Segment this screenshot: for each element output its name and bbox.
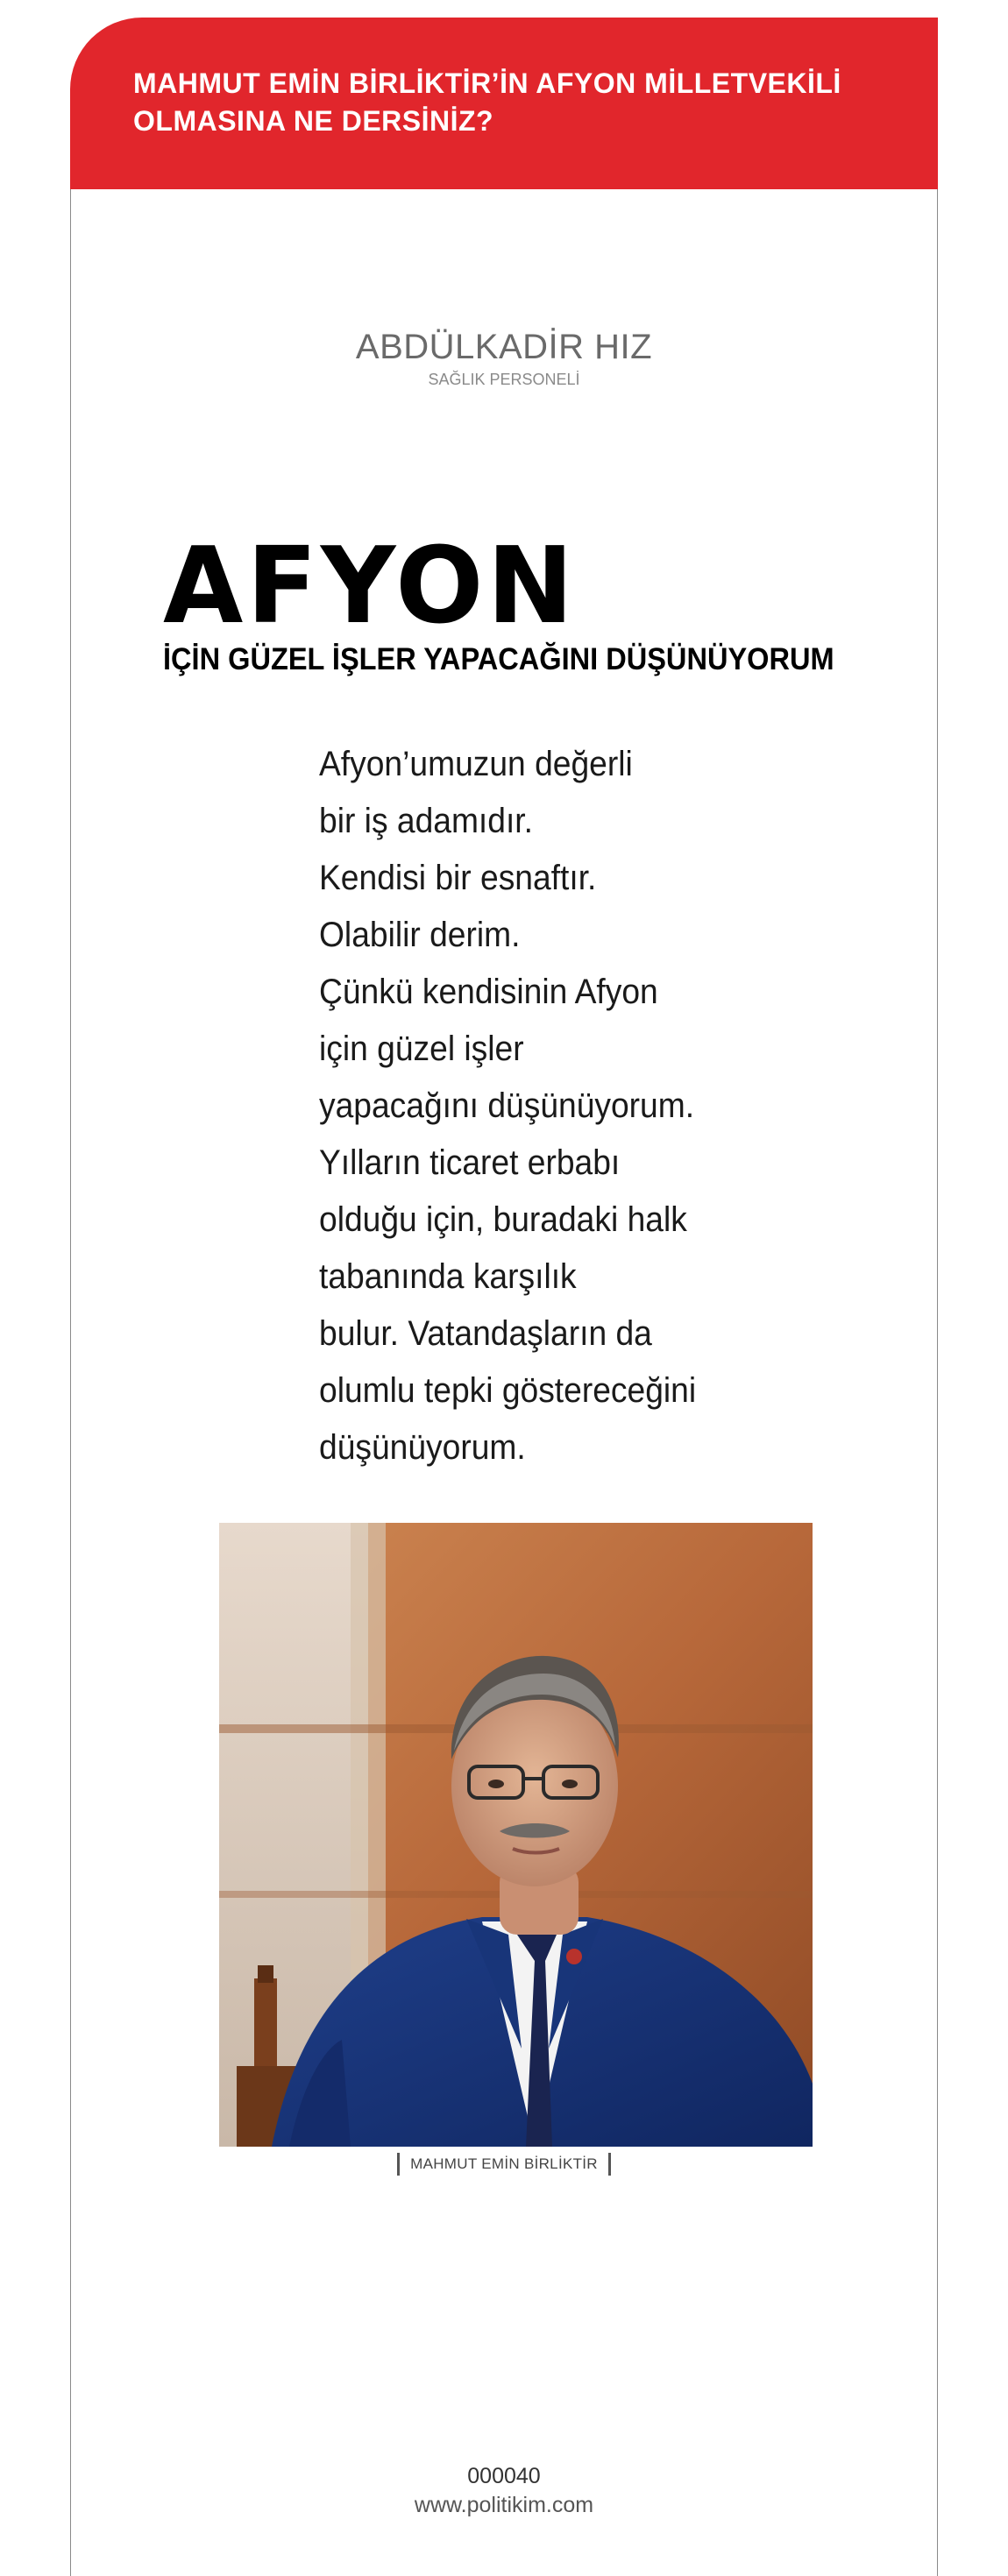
headline-subtitle: İÇİN GÜZEL İŞLER YAPACAĞINI DÜŞÜNÜYORUM (163, 642, 834, 676)
footer (0, 2462, 1008, 2520)
author-role: SAĞLIK PERSONELİ (428, 371, 580, 388)
body-text (319, 736, 743, 1476)
photo-caption (0, 2153, 1008, 2176)
body-line: bir iş adamıdır. (319, 802, 533, 840)
headline-big: AFYON (163, 523, 578, 648)
body-line: olumlu tepki göstereceğini (319, 1371, 697, 1410)
banner-title: MAHMUT EMİN BİRLİKTİR’İN AFYON MİLLETVEKİLİ OLMASINA NE DERSİNİZ? (133, 67, 841, 137)
body-line: Olabilir derim. (319, 916, 521, 954)
body-line: Çünkü kendisinin Afyon (319, 973, 658, 1011)
body-line: için güzel işler (319, 1030, 524, 1068)
body-line: Kendisi bir esnaftır. (319, 859, 597, 897)
portrait-photo (219, 1523, 813, 2147)
photo-caption-text: MAHMUT EMİN BİRLİKTİR (397, 2153, 611, 2176)
author-block (0, 326, 1008, 389)
body-line: Yılların ticaret erbabı (319, 1143, 621, 1182)
page-code: 000040 (467, 2464, 541, 2488)
author-name: ABDÜLKADİR HIZ (355, 328, 653, 366)
body-line: bulur. Vatandaşların da (319, 1314, 652, 1353)
body-line: Afyon’umuzun değerli (319, 745, 633, 783)
website-url: www.politikim.com (414, 2493, 594, 2517)
body-line: olduğu için, buradaki halk (319, 1200, 687, 1239)
page-border-left (70, 175, 71, 2576)
body-line: tabanında karşılık (319, 1257, 577, 1296)
question-banner (70, 18, 938, 189)
portrait-illustration (219, 1523, 813, 2147)
body-line: yapacağını düşünüyorum. (319, 1086, 695, 1125)
page-border-right (937, 175, 938, 2576)
body-line: düşünüyorum. (319, 1428, 526, 1467)
